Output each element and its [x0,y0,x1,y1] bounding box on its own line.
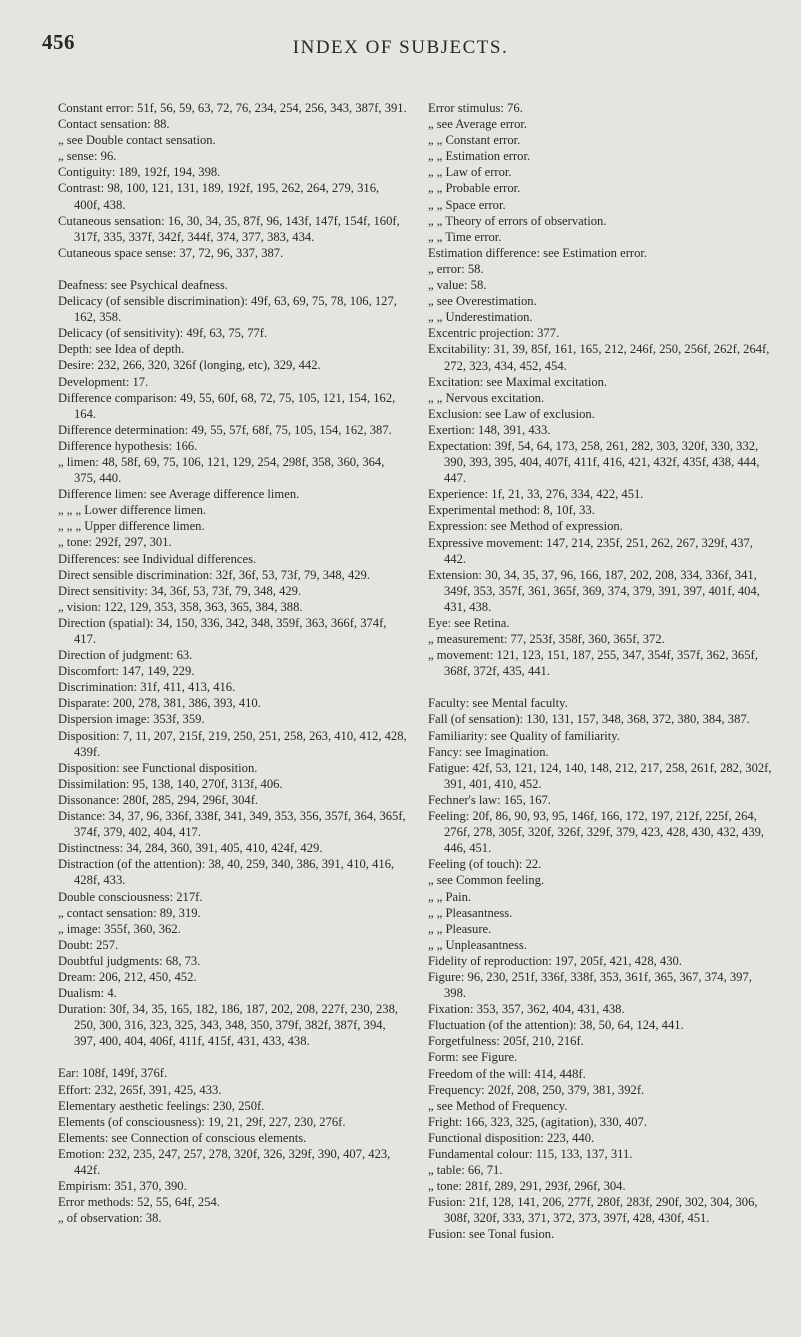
index-entry: Experience: 1f, 21, 33, 276, 334, 422, 451. [428,487,644,502]
index-entry: Direct sensible discrimination: 32f, 36f, 53, 73f, 79, 348, 429. [58,567,370,582]
index-entry: „ „ Space error. [428,197,506,212]
index-entry: Elements (of consciousness): 19, 21, 29f, 227, 230, 276f. [58,1114,346,1129]
index-entry: Feeling (of touch): 22. [428,857,542,872]
index-entry: „ see Method of Frequency. [428,1098,568,1113]
index-entry: Excitability: 31, 39, 85f, 161, 165, 212, 246f, 250, 256f, 262f, 264f, 272, 323, 434, 452, 454. [428,342,770,373]
index-entry: Delicacy (of sensible discrimination): 49f, 63, 69, 75, 78, 106, 127, 162, 358. [58,294,397,325]
index-entry: Duration: 30f, 34, 35, 165, 182, 186, 187, 202, 208, 227f, 230, 238, 250, 300, 316, 323, 325, 343, 348, 350, 379f, 382f, 387f, 394, 397, 400, 404, 406f, 411f, 415f, 431, 433, 438. [58,1002,399,1049]
index-entry: „ „ Law of error. [428,165,512,180]
index-entry: Direct sensitivity: 34, 36f, 53, 73f, 79, 348, 429. [58,583,302,598]
index-entry: Distinctness: 34, 284, 360, 391, 405, 410, 424f, 429. [58,841,323,856]
index-entry: Excentric projection: 377. [428,326,560,341]
index-entry: Familiarity: see Quality of familiarity. [428,728,620,743]
index-entry: „ movement: 121, 123, 151, 187, 255, 347, 354f, 357f, 362, 365f, 368f, 372f, 435, 441. [428,648,758,679]
index-entry: „ tone: 281f, 289, 291, 293f, 296f, 304. [428,1179,626,1194]
index-entry: Constant error: 51f, 56, 59, 63, 72, 76, 234, 254, 256, 343, 387f, 391. [58,101,407,115]
index-entry: Fixation: 353, 357, 362, 404, 431, 438. [428,1002,625,1017]
index-entry: Fusion: 21f, 128, 141, 206, 277f, 280f, 283f, 290f, 302, 304, 306, 308f, 320f, 333, 371, 372, 373, 397f, 428, 430f, 451. [428,1195,758,1226]
index-entry: Dispersion image: 353f, 359. [58,712,205,727]
index-entry: Fusion: see Tonal fusion. [428,1227,555,1242]
index-entry: Frequency: 202f, 208, 250, 379, 381, 392f. [428,1082,645,1097]
index-entry: „ measurement: 77, 253f, 358f, 360, 365f, 372. [428,632,665,647]
index-entry: „ „ Pleasantness. [428,905,513,920]
index-entry: Error methods: 52, 55, 64f, 254. [58,1195,220,1210]
index-entry: „ contact sensation: 89, 319. [58,905,201,920]
index-entry: „ limen: 48, 58f, 69, 75, 106, 121, 129, 254, 298f, 358, 360, 364, 375, 440. [58,454,385,486]
index-entry: Fidelity of reproduction: 197, 205f, 421, 428, 430. [428,953,682,968]
index-entry: „ image: 355f, 360, 362. [58,921,181,936]
index-entry: Direction of judgment: 63. [58,648,193,663]
index-entry: Excitation: see Maximal excitation. [428,374,608,389]
index-entry: Estimation difference: see Estimation error. [428,245,648,260]
index-entry: „ of observation: 38. [58,1211,162,1226]
index-entry: Difference determination: 49, 55, 57f, 68f, 75, 105, 154, 162, 387. [58,422,392,437]
index-entry: Double consciousness: 217f. [58,889,203,904]
index-entry: „ „ Underestimation. [428,310,533,325]
index-entry: Distance: 34, 37, 96, 336f, 338f, 341, 349, 353, 356, 357f, 364, 365f, 374f, 379, 402, 404, 417. [58,809,406,840]
index-entry: „ value: 58. [428,278,487,293]
index-entry: Doubt: 257. [58,937,119,952]
index-entry: Disposition: see Functional disposition. [58,760,258,775]
index-entry: Dissonance: 280f, 285, 294, 296f, 304f. [58,792,259,807]
running-head: INDEX OF SUBJECTS. [292,37,509,58]
index-entry: Fechner's law: 165, 167. [428,792,551,807]
index-entry: Effort: 232, 265f, 391, 425, 433. [58,1082,222,1097]
index-entry: „ error: 58. [428,261,484,276]
index-entry: Deafness: see Psychical deafness. [58,277,228,292]
index-entry: Exertion: 148, 391, 433. [428,422,551,437]
index-entry: Contact sensation: 88. [58,117,170,132]
index-entry: Cutaneous space sense: 37, 72, 96, 337, 387. [58,245,284,260]
index-entry: Discomfort: 147, 149, 229. [58,664,195,679]
index-entry: Eye: see Retina. [428,616,510,630]
index-entry: Contiguity: 189, 192f, 194, 398. [58,165,221,180]
index-entry: „ see Overestimation. [428,294,537,309]
index-entry: Fluctuation (of the attention): 38, 50, 64, 124, 441. [428,1018,684,1033]
index-entry: „ „ Theory of errors of observation. [428,213,607,228]
index-entry: Fall (of sensation): 130, 131, 157, 348, 368, 372, 380, 384, 387. [428,712,750,727]
index-entry: Expressive movement: 147, 214, 235f, 251, 262, 267, 329f, 437, 442. [428,535,753,566]
index-entry: Expectation: 39f, 54, 64, 173, 258, 261, 282, 303, 320f, 330, 332, 390, 393, 395, 404, 407f, 411f, 416, 421, 432f, 435f, 438, 444, 447. [428,438,760,486]
index-entry: Ear: 108f, 149f, 376f. [58,1066,168,1081]
index-entry: Faculty: see Mental faculty. [428,696,568,711]
index-entry: „ see Common feeling. [428,873,545,888]
index-entry: „ see Average error. [428,117,528,132]
index-entry: Depth: see Idea of depth. [58,342,185,357]
index-entry: „ „ „ Lower difference limen. [58,503,207,518]
index-entry: „ sense: 96. [58,149,117,164]
index-entry: Fancy: see Imagination. [428,744,549,759]
index-entry: Functional disposition: 223, 440. [428,1130,595,1145]
index-entry: „ „ Nervous excitation. [428,390,545,405]
page-number: 456 [42,30,75,54]
index-entry: „ table: 66, 71. [428,1163,503,1178]
index-entry: Difference comparison: 49, 55, 60f, 68, 72, 75, 105, 121, 154, 162, 164. [58,390,396,421]
index-entry: Differences: see Individual differences. [58,551,257,566]
index-entry: Difference limen: see Average difference limen. [58,487,300,502]
index-entry: Dissimilation: 95, 138, 140, 270f, 313f, 406. [58,776,283,791]
index-column-right [428,100,773,1243]
index-entry: „ „ Probable error. [428,181,521,196]
index-entry: Contrast: 98, 100, 121, 131, 189, 192f, 195, 262, 264, 279, 316, 400f, 438. [58,181,380,212]
index-entry: Empirism: 351, 370, 390. [58,1179,187,1194]
index-entry: „ vision: 122, 129, 353, 358, 363, 365, 384, 388. [58,599,303,614]
index-entry: Fatigue: 42f, 53, 121, 124, 140, 148, 212, 217, 258, 261f, 282, 302f, 391, 401, 410, 452. [428,760,772,791]
index-entry: „ „ Time error. [428,229,502,244]
index-entry: Doubtful judgments: 68, 73. [58,953,201,968]
index-entry: „ „ Pain. [428,889,472,904]
index-entry: Desire: 232, 266, 320, 326f (longing, etc), 329, 442. [58,358,321,373]
index-entry: Feeling: 20f, 86, 90, 93, 95, 146f, 166, 172, 197, 212f, 225f, 264, 276f, 278, 305f, 320f, 326f, 329f, 379, 423, 428, 430, 432, 439, 446, 451. [428,809,765,856]
index-entry: Extension: 30, 34, 35, 37, 96, 166, 187, 202, 208, 334, 336f, 341, 349f, 353, 357f, 361, 365f, 369, 374, 379, 391, 397, 401f, 404, 431, 438. [428,567,760,614]
index-entry: Elements: see Connection of conscious elements. [58,1130,307,1145]
index-entry: Dualism: 4. [58,986,117,1001]
index-entry: „ „ Estimation error. [428,149,531,164]
index-entry: „ see Double contact sensation. [58,133,216,148]
index-entry: „ „ Pleasure. [428,921,492,936]
index-entry: Development: 17. [58,374,149,389]
index-entry: Distraction (of the attention): 38, 40, 259, 340, 386, 391, 410, 416, 428f, 433. [58,857,395,888]
index-entry: Forgetfulness: 205f, 210, 216f. [428,1034,584,1049]
index-entry: Fundamental colour: 115, 133, 137, 311. [428,1147,633,1161]
index-entry: Direction (spatial): 34, 150, 336, 342, 348, 359f, 363, 366f, 374f, 417. [58,615,387,646]
index-entry: Exclusion: see Law of exclusion. [428,406,595,421]
index-entry: Error stimulus: 76. [428,101,523,115]
index-entry: Disposition: 7, 11, 207, 215f, 219, 250, 251, 258, 263, 410, 412, 428, 439f. [58,728,407,759]
index-entry: Disparate: 200, 278, 381, 386, 393, 410. [58,696,261,711]
index-entry: Dream: 206, 212, 450, 452. [58,969,197,984]
index-entry: „ „ „ Upper difference limen. [58,519,205,534]
index-entry: Figure: 96, 230, 251f, 336f, 338f, 353, 361f, 365, 367, 374, 397, 398. [428,969,752,1001]
index-entry: Cutaneous sensation: 16, 30, 34, 35, 87f, 96, 143f, 147f, 154f, 160f, 317f, 335, 337f, 342f, 344f, 374, 377, 383, 434. [58,213,400,244]
index-entry: Emotion: 232, 235, 247, 257, 278, 320f, 326, 329f, 390, 407, 423, 442f. [58,1146,391,1177]
index-entry: Fright: 166, 323, 325, (agitation), 330, 407. [428,1114,647,1129]
index-entry: Difference hypothesis: 166. [58,438,198,453]
index-entry: Expression: see Method of expression. [428,519,623,534]
index-entry: „ tone: 292f, 297, 301. [58,535,172,550]
index-entry: Delicacy (of sensitivity): 49f, 63, 75, 77f. [58,326,268,341]
index-entry: Discrimination: 31f, 411, 413, 416. [58,680,236,695]
index-entry: „ „ Unpleasantness. [428,937,527,952]
index-entry: „ „ Constant error. [428,133,521,148]
index-entry: Elementary aesthetic feelings: 230, 250f. [58,1098,265,1113]
index-entry: Experimental method: 8, 10f, 33. [428,503,595,518]
index-entry: Form: see Figure. [428,1050,518,1065]
index-entry: Freedom of the will: 414, 448f. [428,1066,586,1081]
index-column-left [58,100,408,1226]
